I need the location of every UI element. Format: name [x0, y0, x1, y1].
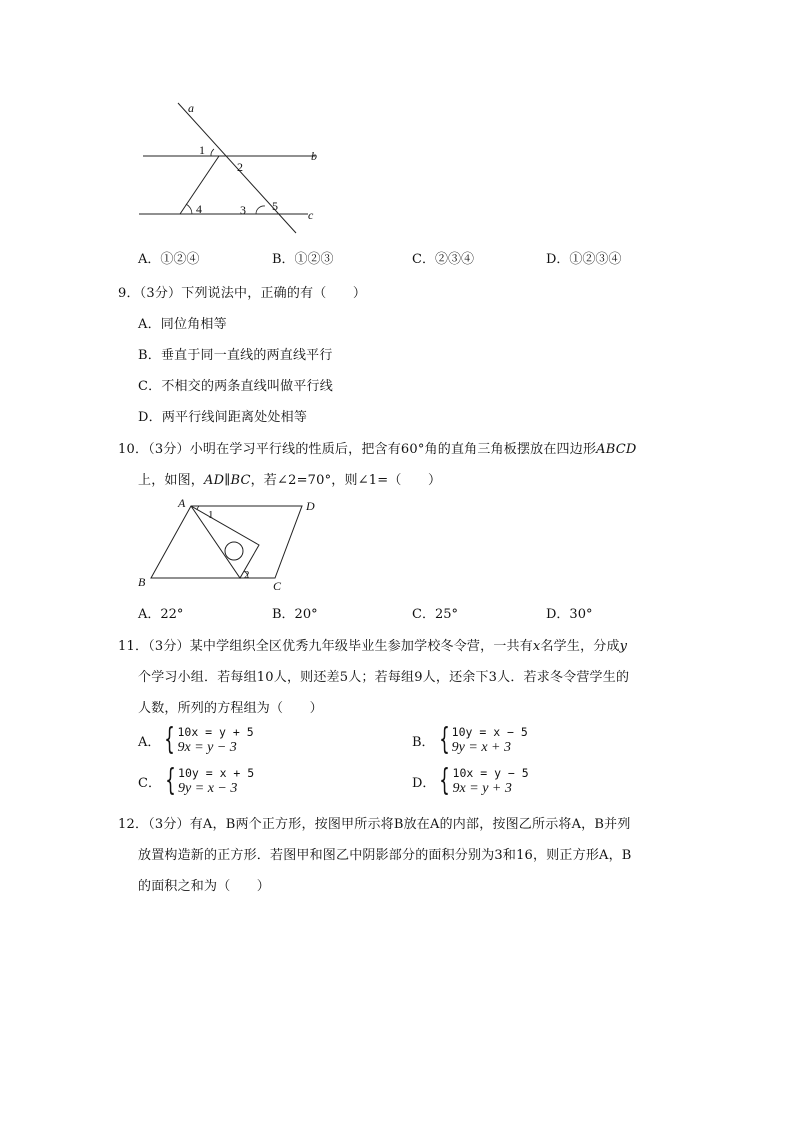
q12-stem-line1: 12．（3分）有A，B两个正方形，按图甲所示将B放在A的内部，按图乙所示将A，B并列	[118, 817, 631, 832]
q9-option-d[interactable]: D．两平行线间距离处处相等	[138, 410, 308, 425]
set-square	[191, 506, 259, 578]
q8-option-d[interactable]: D．①②③④	[546, 252, 622, 267]
q11-option-b[interactable]: B． { 10y = x − 5 9y = x + 3	[412, 722, 528, 757]
label-c: c	[308, 208, 314, 222]
q12-stem-line3: 的面积之和为（ ）	[138, 879, 271, 894]
vertex-d-label: D	[306, 499, 315, 513]
q10-stem-line2: 上，如图，AD∥BC，若∠2=70°，则∠1=（ ）	[138, 473, 442, 488]
q11-stem-line3: 人数，所列的方程组为（ ）	[138, 701, 323, 716]
label-a: a	[188, 101, 194, 115]
q12-stem-line2: 放置构造新的正方形．若图甲和图乙中阴影部分的面积分别为3和16，则正方形A，B	[138, 848, 632, 863]
set-square-hole	[225, 542, 243, 560]
q9-stem: 9．（3分）下列说法中，正确的有（ ）	[118, 286, 367, 301]
q11-option-d[interactable]: D． { 10x = y − 5 9x = y + 3	[412, 763, 529, 798]
q9-option-a[interactable]: A．同位角相等	[138, 317, 227, 332]
q10-option-b[interactable]: B．20°	[272, 607, 318, 622]
q11-stem-line2: 个学习小组．若每组10人，则还差5人；若每组9人，还余下3人．若求冬令营学生的	[138, 670, 630, 685]
angle-4-label: 4	[196, 202, 202, 216]
angle-2-label: 2	[237, 160, 243, 174]
angle-1-label: 1	[199, 143, 205, 157]
vertex-c-label: C	[273, 579, 282, 593]
q11-option-a[interactable]: A． { 10x = y + 5 9x = y − 3	[138, 722, 254, 757]
angle-5-label: 5	[272, 199, 278, 213]
quadrilateral-triangle-figure	[130, 494, 330, 596]
q9-option-b[interactable]: B．垂直于同一直线的两直线平行	[138, 348, 333, 363]
q10-option-c[interactable]: C．25°	[412, 607, 458, 622]
quadrilateral-abcd	[151, 506, 302, 578]
q10-stem-line1: 10．（3分）小明在学习平行线的性质后，把含有60°角的直角三角板摆放在四边形ABCD	[118, 442, 637, 457]
vertex-b-label: B	[138, 575, 146, 589]
vertex-a-label: A	[178, 496, 186, 510]
angle-3-label: 3	[240, 203, 246, 217]
angle-2-label: 2	[244, 569, 250, 581]
q8-option-a[interactable]: A．①②④	[138, 252, 200, 267]
q10-option-a[interactable]: A．22°	[138, 607, 184, 622]
q8-option-c[interactable]: C．②③④	[412, 252, 474, 267]
label-b: b	[311, 149, 317, 163]
q8-option-b[interactable]: B．①②③	[272, 252, 334, 267]
q10-option-d[interactable]: D．30°	[546, 607, 593, 622]
q9-option-c[interactable]: C．不相交的两条直线叫做平行线	[138, 379, 333, 394]
parallel-lines-figure	[130, 98, 330, 238]
angle-1-label: 1	[208, 509, 214, 521]
q11-stem-line1: 11．（3分）某中学组织全区优秀九年级毕业生参加学校冬令营，一共有x名学生，分成y	[118, 639, 628, 654]
q11-option-c[interactable]: C． { 10y = x + 5 9y = x − 3	[138, 763, 255, 798]
